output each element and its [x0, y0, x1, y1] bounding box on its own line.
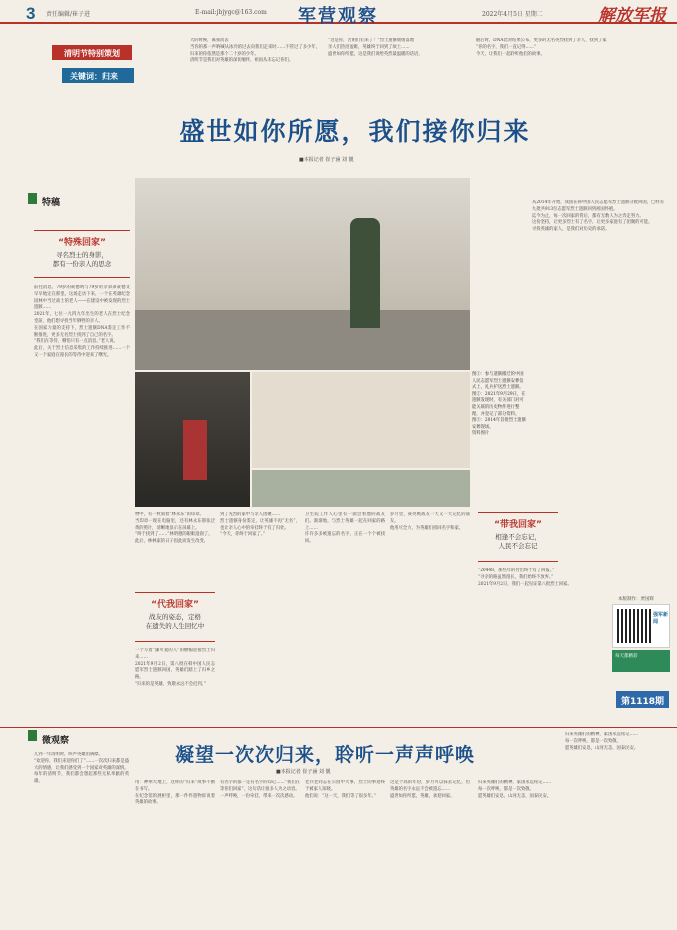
flag-icon-2	[28, 730, 37, 741]
micro-column-3: 有名字的都一定有名字的印记……“我们在等你们回家”，这句话让很多人为之动容。 一声呼唤，一份牵挂，带来一次次感动。	[220, 780, 300, 799]
intro-column-1: 大的时候，离我而去 当你的那一声呐喊从冰冷的过去向我们走来时……不管过了多少年，归来的你依然是那个二十岁的少年。 清明节是我们对英雄的深切缅怀，祖国从未忘记你们。	[190, 38, 320, 64]
email-line: E-mail:jbjygc@163.com	[195, 9, 267, 16]
micro-observation-label: 微观察	[42, 736, 70, 746]
right-quote	[478, 512, 558, 562]
qr-code-icon	[617, 609, 651, 643]
feature-body-3: 一个写着“廉可爱的人”的横幅迎接烈士归来…… 2021年9月2日，第八批在韩中国人民志愿军烈士遗骸回国，英雄们踏上了归乡之路。 “归来的是英雄，致敬永远不会迟到。”	[135, 648, 215, 687]
micro-column-5: 这是个高的年份，岁月可以抹去记忆，但英雄的名字永远不会被遗忘…… 盛世如你所愿，英雄，欢迎回家。	[390, 780, 470, 799]
feature-quote-title: “特殊回家”	[58, 238, 106, 248]
relics-photo	[252, 372, 470, 468]
flag-icon	[28, 193, 37, 204]
qr-title: 强军新闻	[653, 612, 669, 625]
page-number: 3	[26, 4, 36, 23]
lead-headline: 盛世如你所愿，我们接你归来	[179, 117, 531, 146]
micro-column-4: 老兵老同志在公园中大事，烈士的事迹终于被家人知晓。 他们说：“这一天，我们等了很多年。”	[305, 780, 385, 799]
micro-column-7: 归来英雄们的精神，家国永远铭记…… 每一次呼唤，都是一次致敬。 愿英雄们安息，山河无恙，国泰民安。	[565, 732, 639, 751]
micro-column-6: 归来英雄们的精神，家国永远铭记…… 每一次呼唤，都是一次致敬。 愿英雄们安息，山河无恙，国泰民安。	[478, 780, 552, 799]
feature-quote-sub: 寻名烈士的身影， 都有一份亲人的思念	[52, 251, 112, 268]
feature-body-2: 物中，有一枚刻着“林永东”的印章。 当印章一现在电脑里，还有林永东那张泛黄的照片，清晰地显示在屏幕上。 “终于找到了……”林明德的眼眶湿润了。 此后，林林家的日子因此而发生改变。	[135, 512, 215, 545]
feature-body-1: 前往消息，79岁的聂德明与79岁的亲弟弟聂德文早早地定在那里。这场走访下来，一个在英雄纪念园林中当过战士的老人——在建设中被发现的烈士遗骸…… 2021年，七位一九四九年出生的老人在烈士纪念堂前，他们想寻找当年牺牲的亲人。 在国家力量的支持下，烈士遗骸DNA鉴定工作不断推进，更多无名烈士找到了自己的名字。 “我们在等待，哪怕只有一点消息。”老人说。 此后，关于烈士信息采集的工作持续推进……一个又一个家庭在漫长的等待中迎来了曙光。	[34, 285, 130, 358]
issue-number-badge: 第1118期	[616, 691, 669, 708]
issue-date: 2022年4月5日 星期二	[482, 11, 543, 18]
feature-quote-2	[135, 592, 215, 642]
main-photo	[135, 178, 470, 370]
section-title: 军营观察	[298, 6, 378, 27]
micro-column-1: 几到一年清明时，叫声英雄泪满襟。 “欢迎你，我们来迎你们了”……一次次归来都是盛大的情感，让我们感受到一个国家对英雄的深情。 每年的清明节，我们都会想起那些无私奉献的英雄。	[34, 752, 129, 785]
series-label: 清明节特别策划	[52, 45, 132, 60]
keyword-tag: 关键词：归来	[62, 68, 134, 83]
right-column-body: 从2014年开始，我国在韩中国人民志愿军烈士遗骸分批回国，已经有九批共913位志愿军烈士遗骸回到祖国怀抱。 迄今为止，每一次回家的背后，都有无数人为之奔走努力。 这份坚持，让更多烈士有了名字，让更多家庭有了团聚的可能。 寻找英雄的家人，是我们对历史的承诺。	[532, 200, 664, 233]
editor-line: 责任编辑/崔子进	[46, 11, 91, 18]
intro-column-2: “这是你，苦咱们们来了！”烈士遗骸缓缓落地 亲人们热泪盈眶，英雄终于回到了故土…… 盛世如你所愿，这是我们说给英烈最温暖的话语。	[328, 38, 423, 57]
feature-body-6: 岁月里，聂亮被战友一天又一天记忆的战友。 他用尽全力，为英雄们找回名字和家。	[390, 512, 470, 531]
right-quote-sub: 相逢不会忘记， 人民不会忘记	[495, 533, 541, 550]
feature-quote	[34, 230, 130, 278]
qr-box	[612, 604, 670, 648]
photo-caption: 图①：参与遗骸搬迁的中国人民志愿军烈士遗骸安葬仪式上，礼兵护送烈士遗骸。 图②：2021年9月29日，在遗骸发现时，有关部门对可能关联的历史物件进行整理，并登记了部分资料。 图③：2014年首批烈士遗骸安葬现场。 资料图片	[472, 372, 526, 437]
feature-quote-2-sub: 战友的姿态，定格 在遗失的人生回忆中	[145, 613, 205, 630]
feature-body-5: 卫生院工作人心里有一面会看他的战友们。渐渐地，与烈士英雄一起在回家的路上…… 许许多多被遗忘的名字，正在一个个被找回。	[305, 512, 385, 545]
micro-headline: 凝望一次次归来，聆听一声声呼唤	[174, 744, 475, 766]
section-divider	[0, 727, 677, 728]
intro-column-3: 随后时，DNA比对结果公布，更多的无名英烈找到了亲人、找到了家 “你的名字，我们一直记得……” 今天，让我们一起聆听他们的故事。	[476, 38, 607, 57]
micro-column-2: 用：神州大地上，这样的“归来”故事不断在书写。 在纪念馆的展柜里，那一件件遗物诉说着英雄的故事。	[135, 780, 215, 806]
wall-photo	[135, 372, 250, 507]
lead-byline: ■本报记者 崔子涵 刘 靓	[299, 157, 354, 163]
ceremony-photo	[252, 470, 470, 507]
qr-banner: 每天都精彩	[612, 650, 670, 672]
editor-credit: 本版制作：贾国辉	[618, 597, 654, 602]
right-column-body-2: “20448，那些年的付出终于有了回报。” “寻亲的路虽然漫长，我们始终不放弃。” 2021年9月2日，我们一起见证第八批烈士回家。	[478, 568, 572, 587]
micro-byline: ■本报记者 崔子涵 刘 靓	[276, 769, 331, 775]
newspaper-logo: 解放军报	[598, 6, 666, 26]
feature-body-4: 到了先烈的家中与亲人团聚…… 烈士遗骸身份鉴定，让英雄不再“无名”，也让亲人心中的牵挂终于有了归处。 “今天，你终于回家了。”	[220, 512, 300, 538]
right-quote-title: “带我回家”	[494, 520, 542, 530]
feature-label: 特稿	[42, 198, 61, 208]
feature-quote-2-title: “代我回家”	[151, 600, 199, 610]
